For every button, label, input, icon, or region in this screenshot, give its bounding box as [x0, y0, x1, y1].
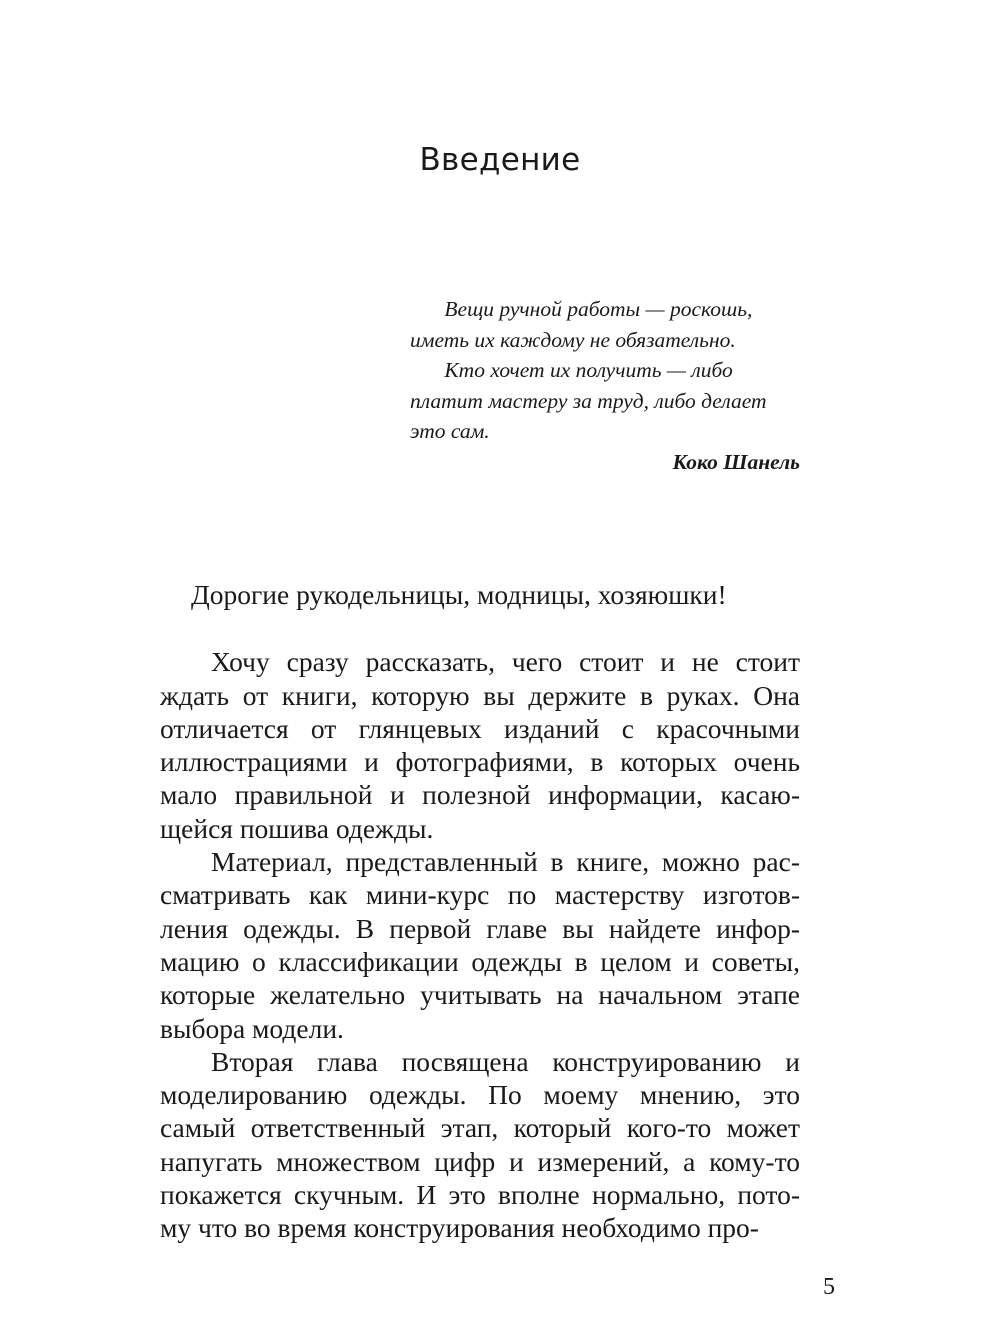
- text-line: Материал, представленный в книге, можно рас-: [211, 846, 800, 878]
- paragraph: [160, 845, 800, 1045]
- text-line: сматривать как мини-курс по мастерству изготов-: [160, 879, 800, 911]
- text-line: мацию о классификации одежды в целом и советы,: [160, 945, 800, 977]
- epigraph-line: это сам.: [410, 419, 490, 443]
- epigraph-line: Вещи ручной работы — роскошь,: [444, 297, 753, 321]
- greeting: Дорогие рукодельницы, модницы, хозяюшки!: [191, 579, 727, 610]
- text-line: Хочу сразу рассказать, чего стоит и не стоит: [211, 646, 800, 678]
- text-line: ждать от книги, которую вы держите в руках. Она: [160, 679, 800, 711]
- page-number: 5: [823, 1274, 835, 1300]
- epigraph-line: платит мастеру за труд, либо делает: [410, 388, 767, 413]
- paragraph: [160, 645, 800, 845]
- text-line: напугать множеством цифр и измерений, а кому-то: [160, 1145, 800, 1177]
- epigraph: [410, 294, 800, 477]
- text-line: которые желательно учитывать на начальном этапе: [160, 979, 800, 1011]
- text-line: самый ответственный этап, который кого-то может: [160, 1112, 800, 1144]
- text-line: щейся пошива одежды.: [160, 812, 434, 844]
- chapter-heading: Введение: [419, 142, 581, 178]
- epigraph-author: Коко Шанель: [672, 449, 800, 474]
- text-line: моделированию одежды. По моему мнению, это: [160, 1079, 800, 1111]
- text-line: Вторая глава посвящена конструированию и: [211, 1045, 800, 1077]
- text-line: покажется скучным. И это вполне нормально, пото-: [160, 1179, 800, 1211]
- text-line: отличается от глянцевых изданий с красочными: [160, 712, 800, 744]
- text-line: выбора модели.: [160, 1012, 344, 1044]
- body-text: [160, 578, 800, 1245]
- epigraph-line: Кто хочет их получить — либо: [444, 358, 733, 382]
- text-line: ления одежды. В первой главе вы найдете инфор-: [160, 912, 800, 944]
- text-line: иллюстрациями и фотографиями, в которых очень: [160, 746, 800, 778]
- text-line: му что во время конструирования необходимо про-: [160, 1212, 759, 1244]
- text-line: мало правильной и полезной информации, касаю-: [160, 779, 800, 811]
- paragraph: [160, 1045, 800, 1245]
- epigraph-line: иметь их каждому не обязательно.: [410, 327, 736, 352]
